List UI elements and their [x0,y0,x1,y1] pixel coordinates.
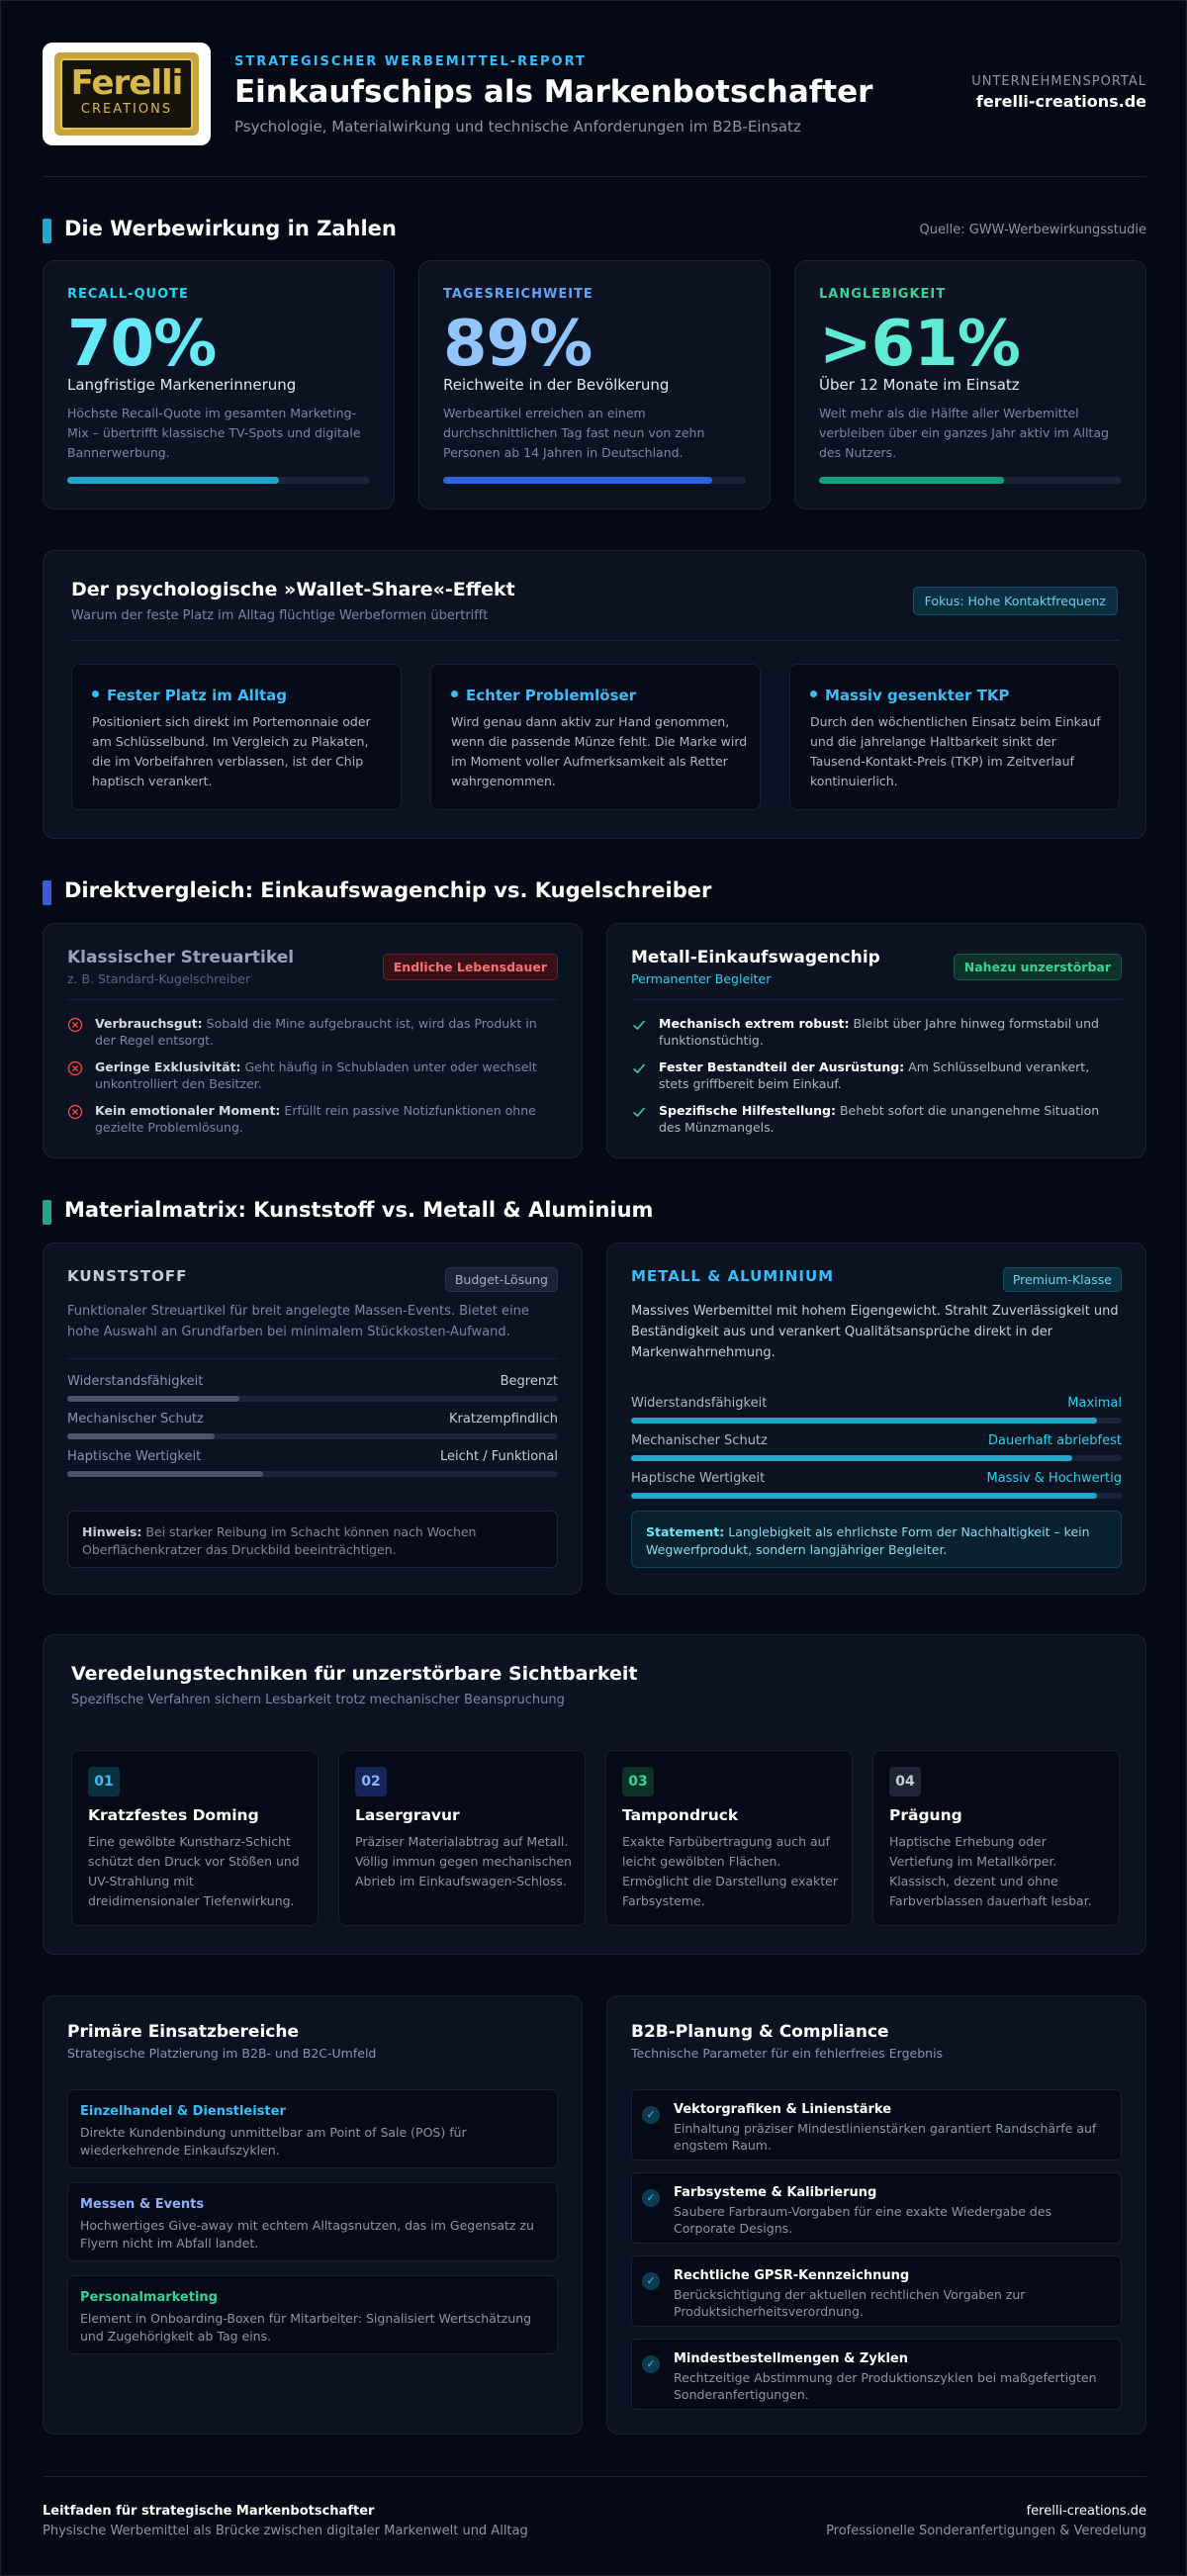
comparison-item-strong: Fester Bestandteil der Ausrüstung: [659,1059,905,1074]
card-subtitle: z. B. Standard-Kugelschreiber [67,971,251,986]
page-subtitle: Psychologie, Materialwirkung und technische Anforderungen im B2B-Einsatz [234,118,801,136]
comparison-item-detail: Sobald die Mine aufgebraucht ist, wird das Produkt in der Regel entsorgt. [95,1016,537,1048]
footer-subtitle: Physische Werbemittel als Brücke zwischen digitaler Markenwelt und Alltag [43,2524,528,2538]
technique-title: Lasergravur [355,1806,460,1824]
budget-badge: Budget-Lösung [445,1267,558,1292]
card-divider [67,1358,558,1359]
stat-card-recall [43,260,395,509]
comparison-item [67,1015,558,1055]
wallet-share-panel [43,550,1146,839]
comparison-item-detail: Am Schlüsselbund verankert, stets griffbereit beim Einkauf. [659,1059,1090,1091]
metric-track [67,1396,558,1402]
brand-logo[interactable] [43,43,211,145]
material-note [67,1511,558,1568]
metric-label: Widerstandsfähigkeit [67,1374,204,1389]
wallet-item-title-text: Fester Platz im Alltag [107,687,287,704]
panel-subtitle: Strategische Platzierung im B2B- und B2C-Umfeld [67,2046,377,2061]
comparison-item-text [659,1058,1122,1092]
wallet-item [71,664,402,810]
stat-caption: Über 12 Monate im Einsatz [819,376,1020,394]
source-note: Quelle: GWW-Werbewirkungsstudie [919,223,1146,237]
material-metric [67,1412,558,1441]
wallet-item-title [451,687,636,704]
technique-number: 04 [889,1767,921,1796]
wallet-item-text: Wird genau dann aktiv zur Hand genommen, wenn die passende Münze fehlt. Die Marke wird im Moment voller Aufmerksamkeit als Retter wahrgenommen. [451,714,748,788]
technique-card [71,1750,319,1926]
metric-label: Widerstandsfähigkeit [631,1396,768,1411]
panel-title: Veredelungstechniken für unzerstörbare Sichtbarkeit [71,1663,638,1685]
check-circle-icon: ✓ [642,2272,660,2290]
panel-subtitle: Spezifische Verfahren sichern Lesbarkeit trotz mechanischer Beanspruchung [71,1693,565,1707]
comparison-item [631,1058,1122,1098]
comparison-item-strong: Spezifische Hilfestellung: [659,1103,836,1118]
technique-text: Haptische Erhebung oder Vertiefung im Metallkörper. Klassisch, dezent und ohne Farbverblassen dauerhaft lesbar. [889,1834,1092,1908]
metric-label: Haptische Wertigkeit [67,1449,202,1464]
metric-value: Maximal [1067,1396,1122,1411]
card-title: Metall-Einkaufswagenchip [631,948,880,967]
section-title: Direktvergleich: Einkaufswagenchip vs. Kugelschreiber [64,878,712,902]
stat-progress-track [819,477,1122,484]
metric-track [631,1493,1122,1499]
card-subtitle: Permanenter Begleiter [631,971,772,986]
comparison-item-text [95,1102,558,1136]
metric-label: Haptische Wertigkeit [631,1471,766,1486]
stat-label: RECALL-QUOTE [67,287,189,302]
comparison-item-strong: Geringe Exklusivität: [95,1059,241,1074]
check-icon [631,1104,647,1120]
panel-subtitle: Technische Parameter für ein fehlerfreies Ergebnis [631,2046,944,2061]
compliance-item [631,2172,1122,2244]
stat-progress-track [443,477,746,484]
compliance-item-title: Farbsysteme & Kalibrierung [674,2185,877,2200]
comparison-item-text [95,1015,558,1049]
stat-progress-fill [67,477,279,484]
metric-value: Massiv & Hochwertig [986,1471,1122,1486]
section-title: Materialmatrix: Kunststoff vs. Metall & Aluminium [64,1198,654,1222]
compliance-item-text: Einhaltung präziser Mindestlinienstärken garantiert Randschärfe auf engstem Raum. [674,2121,1097,2153]
wallet-item-title-text: Massiv gesenkter TKP [825,687,1010,704]
comparison-card-chip [606,923,1146,1158]
report-kicker: STRATEGISCHER WERBEMITTEL-REPORT [234,54,587,69]
compliance-item-title: Mindestbestellmengen & Zyklen [674,2351,908,2366]
portal-label: UNTERNEHMENSPORTAL [971,74,1146,89]
technique-title: Kratzfestes Doming [88,1806,259,1824]
material-title: KUNSTSTOFF [67,1267,188,1285]
page-title: Einkaufschips als Markenbotschafter [234,74,873,110]
stat-progress-fill [443,477,712,484]
metric-fill [631,1418,1097,1424]
compliance-item [631,2339,1122,2410]
check-circle-icon: ✓ [642,2106,660,2124]
compliance-item-text: Berücksichtigung der aktuellen rechtlichen Vorgaben zur Produktsicherheitsverordnung. [674,2287,1026,2319]
card-divider [67,999,558,1000]
focus-badge: Fokus: Hohe Kontaktfrequenz [913,587,1118,615]
material-statement [631,1511,1122,1568]
footer-tagline: Professionelle Sonderanfertigungen & Veredelung [826,2524,1146,2538]
bullet-dot-icon [451,690,458,697]
wallet-item [789,664,1120,810]
comparison-item-text [659,1015,1122,1049]
metric-track [631,1418,1122,1424]
metric-fill [67,1396,239,1402]
technique-card [338,1750,586,1926]
wallet-item-text: Positioniert sich direkt im Portemonnaie oder am Schlüsselbund. Im Vergleich zu Plakaten, die im Vorbeifahren verblassen, ist der Chip haptisch verankert. [92,714,371,788]
usage-panel [43,1995,583,2435]
material-description: Funktionaler Streuartikel für breit angelegte Massen-Events. Bietet eine hohe Auswahl an Grundfarben bei minimalem Stückkosten-Aufwand. [67,1304,529,1339]
metric-value: Begrenzt [500,1374,558,1389]
header-divider [43,176,1146,177]
comparison-item-text [95,1058,558,1092]
technique-card [872,1750,1120,1926]
technique-title: Prägung [889,1806,962,1824]
stat-value: 89% [443,308,593,381]
comparison-item-detail: Behebt sofort die unangenehme Situation des Münzmangels. [659,1103,1100,1135]
x-circle-icon [67,1017,83,1033]
footer-website-link[interactable]: ferelli-creations.de [1026,2504,1146,2519]
stat-caption: Reichweite in der Bevölkerung [443,376,670,394]
stat-progress-track [67,477,370,484]
metric-value: Dauerhaft abriebfest [988,1433,1122,1448]
bullet-dot-icon [810,690,817,697]
stat-progress-fill [819,477,1004,484]
check-icon [631,1017,647,1033]
comparison-item [67,1102,558,1142]
wallet-item-title [92,687,287,704]
stat-caption: Langfristige Markenerinnerung [67,376,297,394]
metric-label: Mechanischer Schutz [67,1412,204,1426]
footer-divider [43,2476,1146,2477]
x-circle-icon [67,1104,83,1120]
material-metric [67,1449,558,1479]
usage-item-title: Einzelhandel & Dienstleister [80,2104,286,2119]
card-title: Klassischer Streuartikel [67,948,295,967]
usage-item [67,2089,558,2168]
x-circle-icon [67,1060,83,1076]
comparison-item-detail: Bleibt über Jahre hinweg formstabil und funktionstüchtig. [659,1016,1099,1048]
metric-label: Mechanischer Schutz [631,1433,768,1448]
comparison-item-strong: Mechanisch extrem robust: [659,1016,850,1031]
usage-item-title: Messen & Events [80,2197,205,2212]
usage-item [67,2182,558,2261]
usage-item [67,2275,558,2354]
comparison-section-heading [43,878,1146,908]
technique-number: 03 [622,1767,654,1796]
panel-title: Primäre Einsatzbereiche [67,2022,299,2042]
material-metric [631,1471,1122,1501]
technique-card [605,1750,853,1926]
footer-title: Leitfaden für strategische Markenbotschafter [43,2504,375,2519]
panel-title: Der psychologische »Wallet-Share«-Effekt [71,579,515,600]
stat-description: Werbeartikel erreichen an einem durchschnittlichen Tag fast neun von zehn Personen ab 14 Jahren in Deutschland. [443,406,705,460]
section-accent-bar [43,880,51,905]
card-divider [631,999,1122,1000]
metric-fill [631,1455,1072,1461]
section-accent-bar [43,1200,51,1225]
metric-fill [67,1471,263,1477]
compliance-item-title: Rechtliche GPSR-Kennzeichnung [674,2268,910,2283]
usage-item-text: Direkte Kundenbindung unmittelbar am Point of Sale (POS) für wiederkehrende Einkaufszyklen. [80,2125,467,2158]
technique-text: Eine gewölbte Kunstharz-Schicht schützt den Druck vor Stößen und UV-Strahlung mit dreidimensionaler Tiefenwirkung. [88,1834,300,1908]
metric-value: Leicht / Funktional [439,1449,558,1464]
logo-plate [60,58,193,130]
technique-title: Tampondruck [622,1806,739,1824]
stat-value: 70% [67,308,217,381]
compliance-item-title: Vektorgrafiken & Linienstärke [674,2102,892,2117]
metric-fill [67,1433,215,1439]
note-text: Langlebigkeit als ehrlichste Form der Nachhaltigkeit – kein Wegwerfprodukt, sondern langjähriger Begleiter. [646,1524,1090,1557]
wallet-item [430,664,761,810]
comparison-card-pen [43,923,583,1158]
stat-label: LANGLEBIGKEIT [819,287,947,302]
lifespan-badge: Endliche Lebensdauer [383,954,558,980]
techniques-panel [43,1634,1146,1955]
comparison-item [631,1015,1122,1055]
material-metric [631,1396,1122,1426]
wallet-item-title-text: Echter Problemlöser [466,687,637,704]
compliance-item-text: Saubere Farbraum-Vorgaben für eine exakte Wiedergabe des Corporate Designs. [674,2204,1052,2236]
logo-subline: CREATIONS [80,102,173,117]
panel-title: B2B-Planung & Compliance [631,2022,889,2042]
compliance-item [631,2089,1122,2161]
comparison-item [631,1102,1122,1142]
section-title: Die Werbewirkung in Zahlen [64,217,397,240]
wallet-item-title [810,687,1010,704]
check-circle-icon: ✓ [642,2355,660,2373]
stat-card-longevity [794,260,1146,509]
material-section-heading [43,1198,1146,1228]
usage-item-text: Hochwertiges Give-away mit echtem Alltagsnutzen, das im Gegensatz zu Flyern nicht im Abfall landet. [80,2218,534,2251]
stat-value: >61% [819,308,1020,381]
stats-section-heading [43,217,1146,246]
material-description: Massives Werbemittel mit hohem Eigengewicht. Strahlt Zuverlässigkeit und Beständigkeit aus und verankert Qualitätsansprüche direkt in der Markenwahrnehmung. [631,1304,1119,1360]
premium-badge: Premium-Klasse [1003,1267,1122,1292]
panel-subtitle: Warum der feste Platz im Alltag flüchtige Werbeformen übertrifft [71,608,489,623]
metric-value: Kratzempfindlich [449,1412,558,1426]
metric-track [67,1433,558,1439]
durability-badge: Nahezu unzerstörbar [954,954,1122,980]
comparison-item-strong: Verbrauchsgut: [95,1016,203,1031]
metric-track [631,1455,1122,1461]
logo-wordmark: Ferelli [70,63,183,103]
comparison-item-detail: Erfüllt rein passive Notizfunktionen ohne gezielte Problemlösung. [95,1103,536,1135]
stat-description: Höchste Recall-Quote im gesamten Marketing-Mix – übertrifft klassische TV-Spots und digitale Bannerwerbung. [67,406,361,460]
panel-divider [71,640,1120,641]
technique-number: 02 [355,1767,387,1796]
comparison-item-strong: Kein emotionaler Moment: [95,1103,281,1118]
technique-text: Präziser Materialabtrag auf Metall. Völlig immun gegen mechanischen Abrieb im Einkaufswagen-Schloss. [355,1834,572,1888]
check-circle-icon: ✓ [642,2189,660,2207]
stat-card-reach [418,260,771,509]
material-metric [67,1374,558,1404]
metric-track [67,1471,558,1477]
note-strong: Statement: [646,1524,725,1539]
logo-frame [54,52,199,136]
note-strong: Hinweis: [82,1524,142,1539]
compliance-item-text: Rechtzeitige Abstimmung der Produktionszyklen bei maßgefertigten Sonderanfertigungen. [674,2370,1097,2402]
comparison-item-detail: Geht häufig in Schubladen unter oder wechselt unkontrolliert den Besitzer. [95,1059,537,1091]
compliance-panel [606,1995,1146,2435]
usage-item-title: Personalmarketing [80,2290,218,2305]
comparison-item [67,1058,558,1098]
material-metric [631,1433,1122,1463]
portal-link[interactable]: ferelli-creations.de [975,92,1146,111]
compliance-item [631,2255,1122,2327]
material-card-metal [606,1242,1146,1595]
material-title: METALL & ALUMINIUM [631,1267,835,1285]
metric-fill [631,1493,1097,1499]
technique-number: 01 [88,1767,120,1796]
stat-description: Weit mehr als die Hälfte aller Werbemittel verbleiben über ein ganzes Jahr aktiv im Alltag des Nutzers. [819,406,1109,460]
report-header [43,43,1146,145]
stat-label: TAGESREICHWEITE [443,287,594,302]
bullet-dot-icon [92,690,99,697]
section-accent-bar [43,219,51,243]
usage-item-text: Element in Onboarding-Boxen für Mitarbeiter: Signalisiert Wertschätzung und Zugehörigkeit ab Tag eins. [80,2311,532,2344]
comparison-item-text [659,1102,1122,1136]
note-text: Bei starker Reibung im Schacht können nach Wochen Oberflächenkratzer das Druckbild beeinträchtigen. [82,1524,477,1557]
material-card-plastic [43,1242,583,1595]
wallet-item-text: Durch den wöchentlichen Einsatz beim Einkauf und die jahrelange Haltbarkeit sinkt der Tausend-Kontakt-Preis (TKP) im Zeitverlauf kontinuierlich. [810,714,1101,788]
technique-text: Exakte Farbübertragung auch auf leicht gewölbten Flächen. Ermöglicht die Darstellung exakter Farbsysteme. [622,1834,838,1908]
check-icon [631,1060,647,1076]
